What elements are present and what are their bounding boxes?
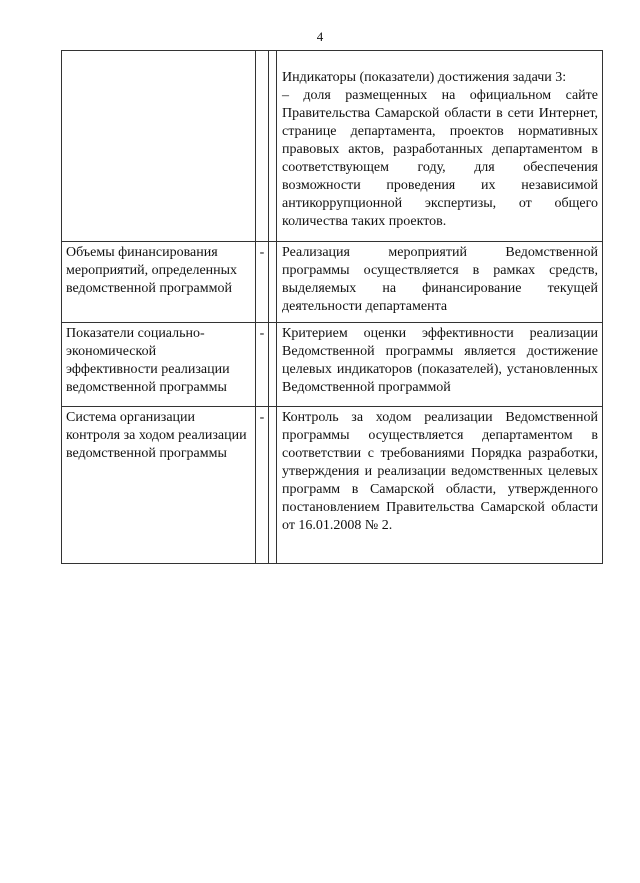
dash-marker: - [259, 245, 265, 260]
table-cell-content [277, 323, 603, 407]
page-number: 4 [316, 29, 324, 44]
table-cell-dash [256, 242, 269, 323]
indicator-item: – доля размещенных на официальном сайте Правительства Самарской области в сети Интернет, странице департамента, проектов нормативных правовых актов, разработанных департаментом в соответствующем году, для обеспечения возможности проведения их независимой антикоррупционной экспертизы, от общего количества таких проектов. [282, 88, 598, 229]
program-passport-table [61, 50, 603, 564]
row-label: Система организации контроля за ходом реализации ведомственной программы [66, 410, 247, 461]
table-cell-gap [269, 242, 277, 323]
row-content: Критерием оценки эффективности реализации Ведомственной программы является достижение целевых индикаторов (показателей), установленных Ведомственной программой [282, 326, 598, 395]
table-cell-dash [256, 51, 269, 242]
dash-marker: - [259, 410, 265, 425]
table-cell-gap [269, 323, 277, 407]
row-label: Показатели социально-экономической эффективности реализации ведомственной программы [66, 326, 230, 395]
table-cell-gap [269, 51, 277, 242]
table-cell-dash [256, 323, 269, 407]
row-label: Объемы финансирования мероприятий, определенных ведомственной программой [66, 245, 238, 296]
table-cell-label [62, 407, 256, 564]
table-cell-content [277, 407, 603, 564]
row-content: Контроль за ходом реализации Ведомственной программы осуществляется департаментом в соответствии с требованиями Порядка разработки, утверждения и реализации ведомственных целевых программ в Самарской области, утвержденного постановлением Правительства Самарской области от 16.01.2008 № 2. [282, 410, 598, 533]
table-row [62, 407, 603, 564]
table-cell-gap [269, 407, 277, 564]
row-content: Реализация мероприятий Ведомственной программы осуществляется в рамках средств, выделяемых на финансирование текущей деятельности департамента [282, 245, 598, 314]
table-cell-dash [256, 407, 269, 564]
table-row [62, 51, 603, 242]
dash-marker [256, 51, 268, 53]
table-cell-label [62, 323, 256, 407]
row-content [277, 51, 602, 237]
indicators-heading: Индикаторы (показатели) достижения задачи 3: [282, 70, 567, 85]
table-row [62, 323, 603, 407]
row-label [62, 51, 255, 59]
table-cell-label [62, 51, 256, 242]
table-cell-content [277, 51, 603, 242]
table-cell-label [62, 242, 256, 323]
dash-marker: - [259, 326, 265, 341]
table-cell-content [277, 242, 603, 323]
table-row [62, 242, 603, 323]
